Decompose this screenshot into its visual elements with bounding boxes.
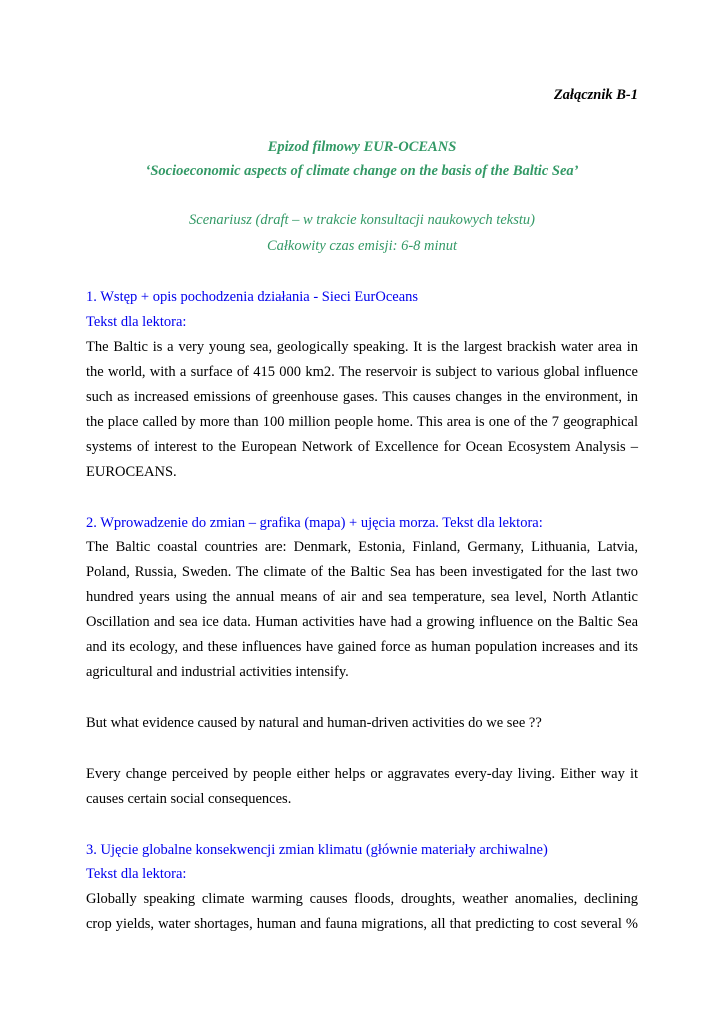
section-1-paragraph [86,335,638,485]
section-3-heading: 3. Ujęcie globalne konsekwencji zmian klimatu (głównie materiały archiwalne) [86,842,548,858]
paragraph-line: such as increased emissions of greenhouse gases. This causes changes in the environment, in [86,389,638,405]
paragraph-line: The Baltic coastal countries are: Denmark, Estonia, Finland, Germany, Lithuania, Latvia, [86,539,638,555]
paragraph-line: the world, with a surface of 415 000 km2. The reservoir is subject to various global influence [86,364,638,380]
episode-subtitle: ‘Socioeconomic aspects of climate change on the basis of the Baltic Sea’ [145,163,579,179]
paragraph-line: EUROCEANS. [86,464,177,480]
paragraph-line: Globally speaking climate warming causes floods, droughts, weather anomalies, declining [86,891,638,907]
paragraph-line: Every change perceived by people either helps or aggravates every-day living. Either way it [86,766,638,782]
section-2-paragraph [86,535,638,685]
section-3-paragraph [86,887,638,937]
paragraph-line: Oscillation and sea ice data. Human activities have had a growing influence on the Baltic Sea [86,614,638,630]
paragraph-line: systems of interest to the European Network of Excellence for Ocean Ecosystem Analysis – [86,439,638,455]
paragraph-line: the place called by more than 100 million people home. This area is one of the 7 geographical [86,414,638,430]
section-1-heading: 1. Wstęp + opis pochodzenia działania - Sieci EurOceans [86,289,419,305]
duration-note: Całkowity czas emisji: 6-8 minut [266,238,458,254]
paragraph-line: hundred years using the annual means of air and sea temperature, sea level, North Atlantic [86,589,638,605]
section-3-reader-label: Tekst dla lektora: [86,866,187,882]
paragraph-line: and its ecology, and these influences have gained force as human population increases and its [86,639,638,655]
scenario-note: Scenariusz (draft – w trakcie konsultacji naukowych tekstu) [189,212,535,228]
document-page [86,0,638,1024]
paragraph-line: The Baltic is a very young sea, geologically speaking. It is the largest brackish water area in [86,339,638,355]
change-paragraph [86,762,638,812]
paragraph-line: causes certain social consequences. [86,791,292,807]
annex-label: Załącznik B-1 [553,87,638,103]
section-1-reader-label: Tekst dla lektora: [86,314,187,330]
paragraph-line: agricultural and industrial activities intensify. [86,664,349,680]
section-2-heading: 2. Wprowadzenie do zmian – grafika (mapa) + ujęcia morza. Tekst dla lektora: [86,515,543,531]
paragraph-line: Poland, Russia, Sweden. The climate of the Baltic Sea has been investigated for the last two [86,564,638,580]
episode-title: Epizod filmowy EUR-OCEANS [267,139,457,155]
evidence-question [86,711,638,736]
paragraph-line: crop yields, water shortages, human and fauna migrations, all that predicting to cost several % [86,916,638,932]
paragraph-line: But what evidence caused by natural and human-driven activities do we see ?? [86,715,542,731]
